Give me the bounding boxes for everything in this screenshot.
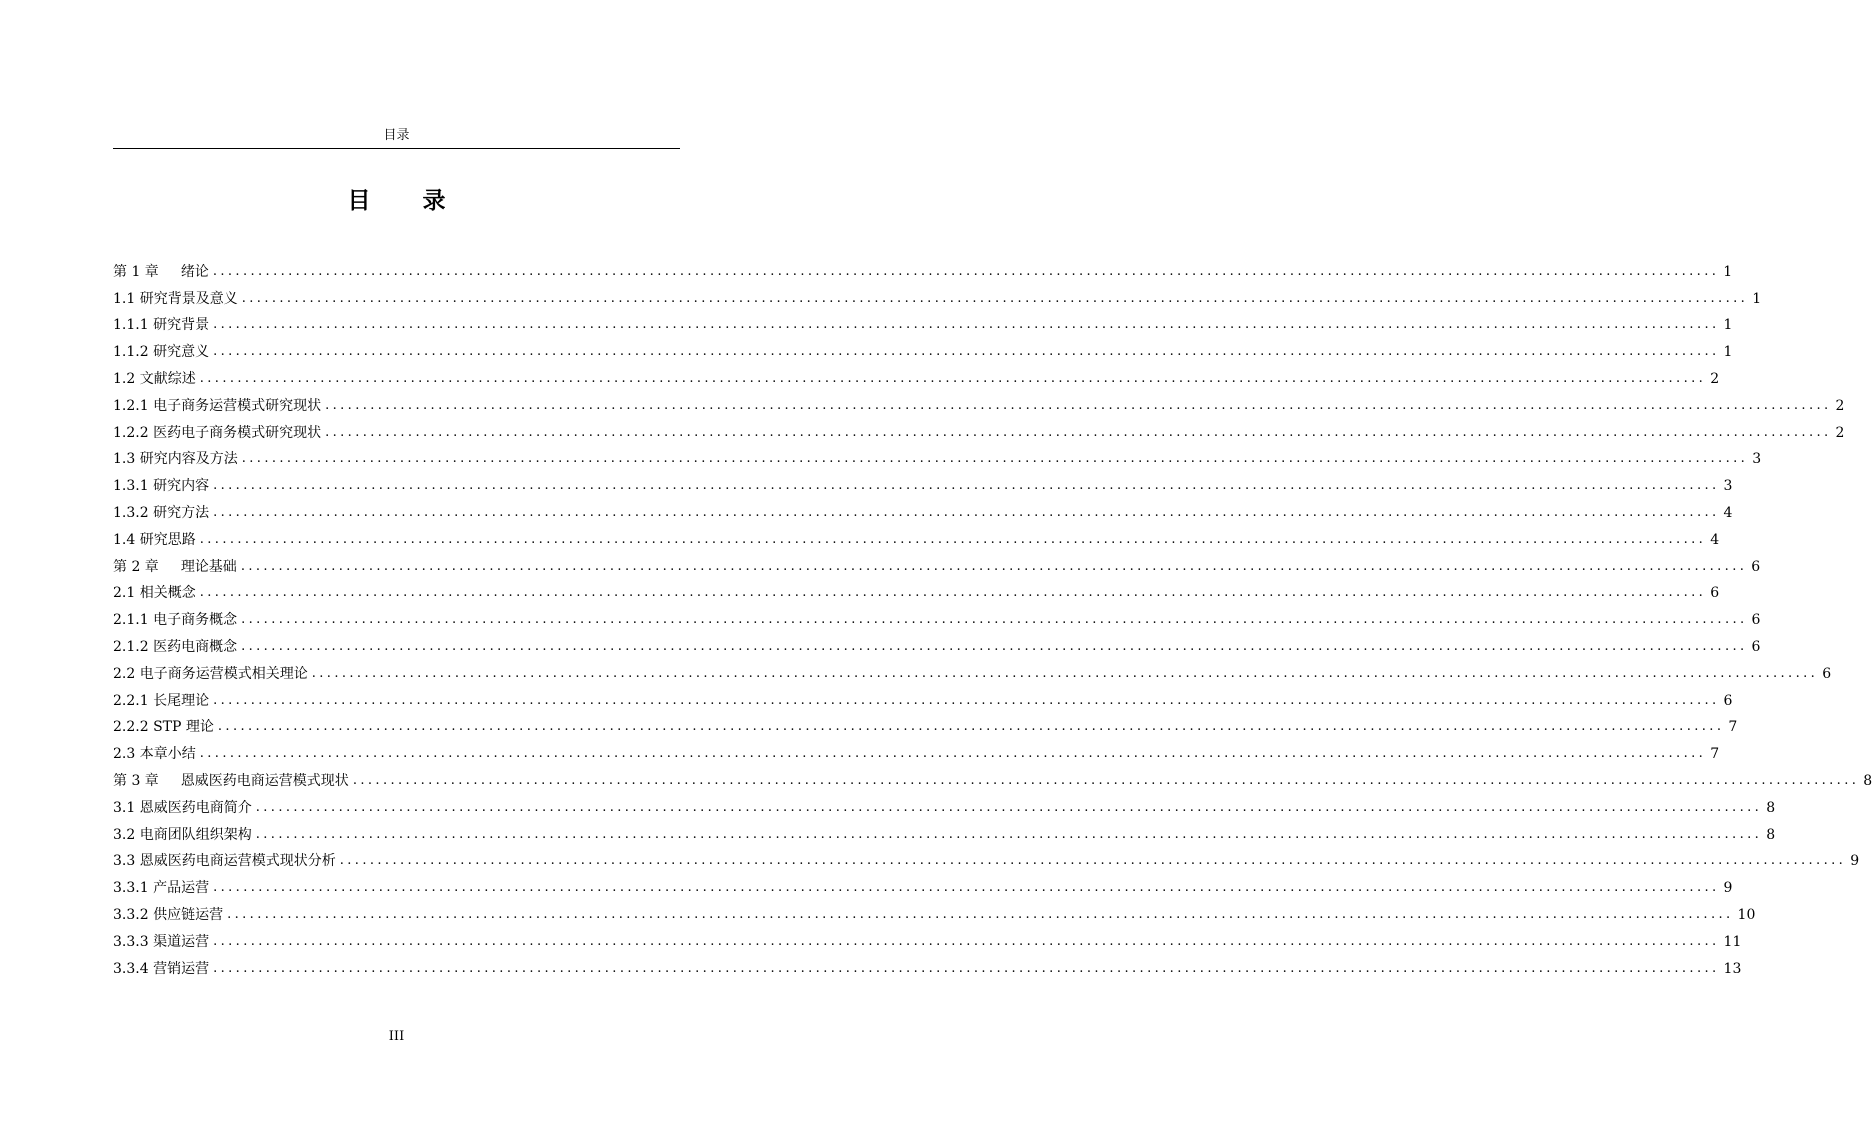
- toc-dot-leader: ........................................................................................................................................................................................................: [325, 397, 1832, 413]
- toc-entry-label: [113, 366, 196, 392]
- toc-entry-label: [113, 661, 308, 687]
- toc-entry-label: [113, 393, 321, 419]
- toc-entry-page: 4: [1723, 504, 1733, 521]
- toc-dot-leader: ........................................................................................................................................................................................................: [213, 692, 1720, 708]
- toc-entry-number: 3.3.1: [113, 880, 149, 897]
- toc-dot-leader: ........................................................................................................................................................................................................: [217, 719, 1725, 735]
- toc-entry-title: 相关概念: [139, 585, 196, 602]
- toc-entry-page: 9: [1723, 880, 1733, 897]
- toc-entry-title: 研究方法: [153, 504, 210, 521]
- toc-entry-number: 2.2.1: [113, 692, 149, 709]
- toc-entry-label: [113, 714, 214, 740]
- toc-entry-title: 恩威医药电商简介: [139, 799, 252, 816]
- toc-entry-label: [113, 929, 209, 955]
- toc-dot-leader: ........................................................................................................................................................................................................: [199, 746, 1707, 762]
- toc-entry-page: 3: [1752, 451, 1762, 468]
- toc-entry-number: 3.3.3: [113, 933, 149, 950]
- toc-entry-title: 电子商务运营模式研究现状: [153, 397, 322, 414]
- running-header: 目录: [383, 128, 410, 143]
- toc-entry-title: 理论基础: [180, 558, 237, 575]
- toc-dot-leader: ........................................................................................................................................................................................................: [213, 344, 1720, 360]
- toc-entry-title: 产品运营: [153, 880, 210, 897]
- toc-entry-label: [113, 741, 196, 767]
- toc-entry-number: 2.1: [113, 585, 136, 602]
- toc-section-entry[interactable]: [113, 338, 1733, 365]
- toc-entry-page: 13: [1723, 960, 1742, 977]
- toc-entry-number: 3.3.2: [113, 906, 149, 923]
- toc-entry-label: [113, 312, 209, 338]
- toc-entry-number: 1.2.1: [113, 397, 149, 414]
- toc-section-entry[interactable]: [113, 660, 1832, 687]
- toc-entry-number: 1.1.1: [113, 317, 149, 334]
- toc-section-entry[interactable]: [113, 499, 1733, 526]
- toc-entry-page: 9: [1850, 853, 1860, 870]
- toc-section-entry[interactable]: [113, 526, 1720, 553]
- toc-entry-title: 研究背景及意义: [139, 290, 238, 307]
- toc-entry-label: [113, 420, 321, 446]
- toc-dot-leader: ........................................................................................................................................................................................................: [213, 317, 1720, 333]
- toc-entry-label: [113, 956, 209, 982]
- toc-section-entry[interactable]: [113, 874, 1733, 901]
- toc-entry-number: 1.4: [113, 531, 136, 548]
- toc-entry-number: 3.3.4: [113, 960, 149, 977]
- toc-entry-label: [113, 339, 209, 365]
- toc-entry-title: 渠道运营: [153, 933, 210, 950]
- toc-dot-leader: ........................................................................................................................................................................................................: [213, 478, 1720, 494]
- toc-section-entry[interactable]: [113, 446, 1762, 473]
- toc-section-entry[interactable]: [113, 633, 1761, 660]
- toc-entry-number: 3.1: [113, 799, 136, 816]
- toc-entry-number: 3.2: [113, 826, 136, 843]
- toc-entry-page: 1: [1723, 317, 1733, 334]
- toc-entry-title: 长尾理论: [153, 692, 210, 709]
- toc-entry-number: 2.2.2: [113, 719, 149, 736]
- toc-section-entry[interactable]: [113, 392, 1845, 419]
- toc-entry-label: [113, 795, 252, 821]
- toc-entry-page: 6: [1822, 665, 1832, 682]
- toc-entry-label: [113, 768, 349, 794]
- toc-dot-leader: ........................................................................................................................................................................................................: [339, 853, 1847, 869]
- toc-entry-number: 第 2 章: [113, 558, 159, 575]
- toc-section-entry[interactable]: [113, 848, 1860, 875]
- header-rule: [113, 148, 680, 149]
- toc-entry-page: 1: [1752, 290, 1762, 307]
- toc-entry-number: 1.3: [113, 451, 136, 468]
- toc-entry-number: 2.2: [113, 665, 136, 682]
- toc-entry-title: 研究背景: [153, 317, 210, 334]
- toc-entry-number: 2.1.2: [113, 638, 149, 655]
- toc-entry-title: 医药电子商务模式研究现状: [153, 424, 322, 441]
- toc-entry-title: 供应链运营: [153, 906, 224, 923]
- toc-entry-label: [113, 634, 237, 660]
- toc-entry-number: 1.1: [113, 290, 136, 307]
- toc-section-entry[interactable]: [113, 794, 1776, 821]
- toc-entry-label: [113, 580, 196, 606]
- toc-entry-label: [113, 688, 209, 714]
- toc-dot-leader: ........................................................................................................................................................................................................: [255, 799, 1763, 815]
- toc-entry-number: 第 3 章: [113, 772, 159, 789]
- toc-dot-leader: ........................................................................................................................................................................................................: [241, 612, 1748, 628]
- toc-entry-title: 本章小结: [139, 746, 196, 763]
- toc-entry-title: 研究内容: [153, 478, 210, 495]
- toc-dot-leader: ........................................................................................................................................................................................................: [213, 504, 1720, 520]
- toc-entry-label: [113, 473, 209, 499]
- toc-entry-label: [113, 286, 238, 312]
- toc-entry-label: [113, 446, 238, 472]
- toc-entry-page: 6: [1723, 692, 1733, 709]
- toc-chapter-entry[interactable]: [113, 553, 1761, 580]
- toc-entry-title: STP 理论: [153, 719, 214, 736]
- toc-entry-page: 2: [1835, 397, 1845, 414]
- toc-entry-number: 1.2.2: [113, 424, 149, 441]
- toc-section-entry[interactable]: [113, 928, 1742, 955]
- toc-title: 目 录: [347, 187, 468, 214]
- toc-entry-label: [113, 875, 209, 901]
- toc-dot-leader: ........................................................................................................................................................................................................: [212, 263, 1720, 279]
- toc-entry-title: 研究意义: [153, 344, 210, 361]
- toc-entry-number: 1.2: [113, 370, 136, 387]
- toc-dot-leader: ........................................................................................................................................................................................................: [213, 880, 1720, 896]
- toc-dot-leader: ........................................................................................................................................................................................................: [325, 424, 1832, 440]
- toc-section-entry[interactable]: [113, 901, 1756, 928]
- toc-section-entry[interactable]: [113, 955, 1742, 982]
- toc-entry-page: 1: [1723, 344, 1733, 361]
- toc-entry-title: 恩威医药电商运营模式现状分析: [139, 853, 336, 870]
- toc-entry-number: 1.3.2: [113, 504, 149, 521]
- toc-dot-leader: ........................................................................................................................................................................................................: [199, 370, 1707, 386]
- toc-entry-page: 11: [1723, 933, 1742, 950]
- toc-entry-title: 研究思路: [139, 531, 196, 548]
- toc-entry-page: 1: [1723, 263, 1733, 280]
- toc-entry-label: [113, 259, 209, 285]
- toc-entry-page: 3: [1723, 478, 1733, 495]
- toc-dot-leader: ........................................................................................................................................................................................................: [241, 290, 1749, 306]
- toc-chapter-entry[interactable]: [113, 767, 1872, 794]
- toc-entry-title: 电子商务运营模式相关理论: [139, 665, 308, 682]
- toc-section-entry[interactable]: [113, 419, 1845, 446]
- toc-section-entry[interactable]: [113, 687, 1733, 714]
- toc-entry-title: 恩威医药电商运营模式现状: [180, 772, 349, 789]
- toc-section-entry[interactable]: [113, 606, 1761, 633]
- toc-dot-leader: ........................................................................................................................................................................................................: [311, 665, 1819, 681]
- toc-entry-page: 8: [1766, 826, 1776, 843]
- toc-entry-page: 6: [1710, 585, 1720, 602]
- toc-entry-label: [113, 822, 252, 848]
- toc-entry-title: 电商团队组织架构: [139, 826, 252, 843]
- toc-dot-leader: ........................................................................................................................................................................................................: [227, 906, 1734, 922]
- toc-entry-title: 研究内容及方法: [139, 451, 238, 468]
- toc-chapter-entry[interactable]: [113, 258, 1733, 285]
- toc-dot-leader: ........................................................................................................................................................................................................: [240, 558, 1748, 574]
- toc-entry-title: 绪论: [180, 263, 209, 280]
- toc-entry-page: 7: [1728, 719, 1738, 736]
- toc-entry-number: 第 1 章: [113, 263, 159, 280]
- toc-section-entry[interactable]: [113, 312, 1733, 339]
- toc-entry-page: 10: [1737, 906, 1756, 923]
- toc-section-entry[interactable]: [113, 285, 1762, 312]
- toc-entry-title: 文献综述: [139, 370, 196, 387]
- toc-section-entry[interactable]: [113, 580, 1720, 607]
- toc-dot-leader: ........................................................................................................................................................................................................: [199, 585, 1707, 601]
- toc-section-entry[interactable]: [113, 821, 1776, 848]
- toc-entry-page: 7: [1710, 746, 1720, 763]
- toc-entry-page: 2: [1710, 370, 1720, 387]
- toc-section-entry[interactable]: [113, 714, 1738, 741]
- toc-entry-page: 8: [1863, 772, 1872, 789]
- toc-section-entry[interactable]: [113, 740, 1720, 767]
- toc-entry-label: [113, 848, 336, 874]
- toc-section-entry[interactable]: [113, 365, 1720, 392]
- page-number: III: [388, 1029, 405, 1044]
- toc-entry-page: 6: [1751, 558, 1761, 575]
- toc-entry-number: 1.3.1: [113, 478, 149, 495]
- toc-entry-page: 6: [1751, 638, 1761, 655]
- toc-entry-title: 营销运营: [153, 960, 210, 977]
- toc-entry-number: 2.3: [113, 746, 136, 763]
- toc-list: [113, 258, 1872, 982]
- toc-entry-label: [113, 554, 237, 580]
- toc-entry-number: 2.1.1: [113, 612, 149, 629]
- toc-dot-leader: ........................................................................................................................................................................................................: [241, 638, 1748, 654]
- toc-dot-leader: ........................................................................................................................................................................................................: [352, 772, 1860, 788]
- toc-entry-title: 医药电商概念: [153, 638, 238, 655]
- toc-entry-page: 8: [1766, 799, 1776, 816]
- toc-dot-leader: ........................................................................................................................................................................................................: [255, 826, 1763, 842]
- toc-entry-page: 2: [1835, 424, 1845, 441]
- toc-entry-number: 1.1.2: [113, 344, 149, 361]
- toc-section-entry[interactable]: [113, 472, 1733, 499]
- toc-entry-label: [113, 902, 223, 928]
- toc-dot-leader: ........................................................................................................................................................................................................: [241, 451, 1749, 467]
- toc-entry-label: [113, 527, 196, 553]
- toc-entry-label: [113, 607, 237, 633]
- toc-entry-title: 电子商务概念: [153, 612, 238, 629]
- toc-entry-label: [113, 500, 209, 526]
- toc-dot-leader: ........................................................................................................................................................................................................: [199, 531, 1707, 547]
- toc-entry-number: 3.3: [113, 853, 136, 870]
- toc-dot-leader: ........................................................................................................................................................................................................: [213, 960, 1720, 976]
- toc-entry-page: 6: [1751, 612, 1761, 629]
- toc-dot-leader: ........................................................................................................................................................................................................: [213, 933, 1720, 949]
- toc-entry-page: 4: [1710, 531, 1720, 548]
